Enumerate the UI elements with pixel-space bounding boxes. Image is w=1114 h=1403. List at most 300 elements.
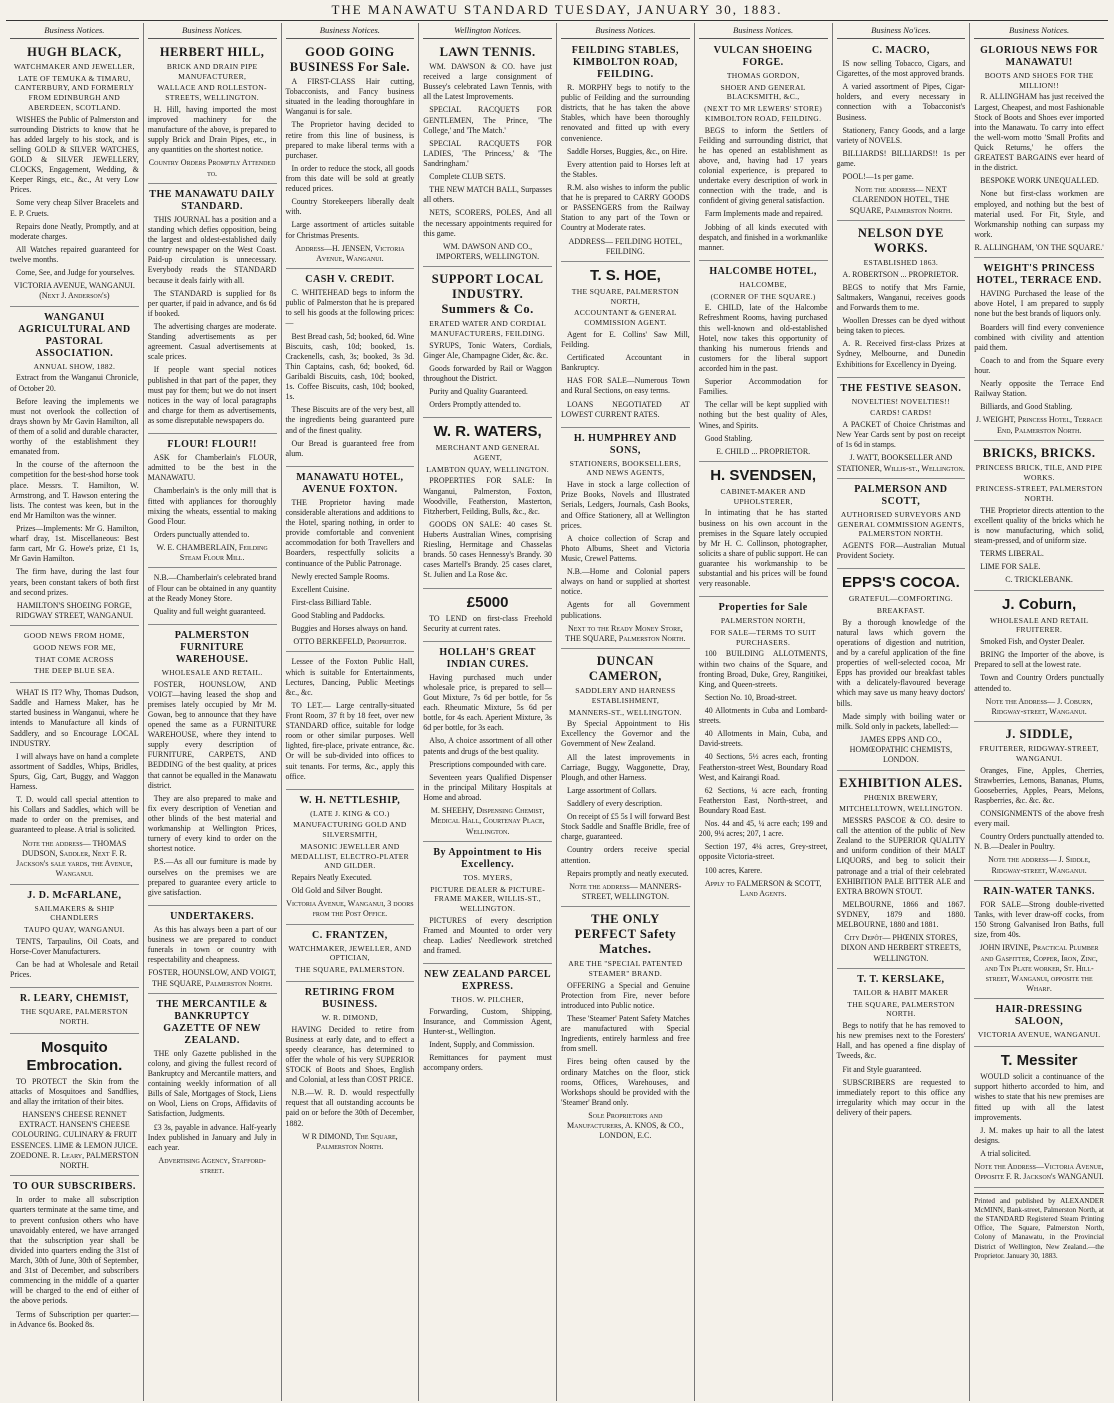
ad-paragraph: BILLIARDS! BILLIARDS!! 1s per game. bbox=[836, 148, 966, 168]
ad-paragraph: T. D. would call special attention to his Collars and Saddles, which will be made to order on the premises, and guaranteed to please. A trial is solicited. bbox=[10, 795, 139, 835]
ad-paragraph: Oranges, Fine, Apples, Cherries, Strawberries, Lemons, Bananas, Plums, Gooseberries, Apples, Pears, Melons, Raspberries, &c. &c. &c. bbox=[974, 765, 1104, 805]
ad-paragraph: GOODS ON SALE: 40 cases St. Huberts Australian Wines, comprising Riesling, Hermitage and Chasselas brands. 50 cases Hennessy's Brandy. 30 cases Martell's Brandy. 25 cases claret, St. Julien and La Rose &c. bbox=[423, 519, 552, 580]
ad-body bbox=[10, 115, 139, 279]
advertisement bbox=[148, 186, 277, 434]
ad-title: VULCAN SHOEING FORGE. bbox=[713, 45, 813, 68]
ad-subline: PICTURE DEALER & PICTURE-FRAME MAKER, WILLIS-ST., WELLINGTON. bbox=[430, 884, 546, 913]
ad-paragraph: In order to reduce the stock, all goods from this date will be sold at greatly reduced prices. bbox=[285, 163, 415, 194]
ad-paragraph: 100 BUILDING ALLOTMENTS, within two chains of the Square, and fronting Broad, Duke, Grey, Rangitikei, King, and Queen-streets. bbox=[698, 649, 828, 689]
ad-paragraph: Good Stabling. bbox=[704, 433, 753, 443]
ad-paragraph: PICTURES of every description Framed and Mounted to order very cheap. Ladies' Needlework stretched and framed. bbox=[423, 915, 552, 955]
ad-paragraph: OFFERING a Special and Genuine Protection from Fire, never before introduced into Public notice. bbox=[561, 980, 690, 1010]
ad-paragraph: R. ALLINGHAM has just received the Largest, Cheapest, and most Fashionable Stock of Boots and Shoes ever imported into the Manawatu. To carry into effect the well-worn motto 'Small Profits and Quick Returns,' he offers the GREATEST BARGAINS ever heard of in the district. bbox=[974, 92, 1104, 173]
ad-signature: Next to the Ready Money Store, THE SQUARE, Palmerston North. bbox=[565, 623, 686, 643]
ad-subline: MANUFACTURING GOLD AND SILVERSMITH, bbox=[293, 820, 407, 840]
ad-title: By Appointment to His Excellency. bbox=[433, 846, 542, 870]
advertisement bbox=[286, 271, 415, 467]
ad-body bbox=[561, 330, 690, 420]
ad-paragraph: Farm Implements made and repaired. bbox=[704, 209, 823, 219]
ad-subline: PALMERSTON NORTH, bbox=[720, 616, 806, 626]
ad-paragraph: All Watches repaired guaranteed for twelve months. bbox=[10, 244, 139, 265]
ad-title: T. Messiter bbox=[1000, 1052, 1078, 1070]
advertisement bbox=[148, 570, 277, 624]
ad-paragraph: Seventeen years Qualified Dispenser in the principal Military Hospitals at Home and abroad. bbox=[423, 772, 552, 802]
column-1 bbox=[6, 23, 144, 1401]
ad-subline: PRINCESS BRICK, TILE, AND PIPE WORKS. bbox=[975, 462, 1103, 482]
ad-paragraph: WM. DAWSON & CO. have just received a large consignment of Bussey's celebrated Lawn Tennis, with all the Latest Improvements. bbox=[423, 62, 552, 102]
ad-title: W. R. WATERS, bbox=[433, 423, 542, 441]
ad-title: PALMERSTON FURNITURE WAREHOUSE. bbox=[174, 629, 250, 665]
ad-paragraph: AGENTS FOR—Australian Mutual Provident Society. bbox=[836, 541, 966, 561]
ad-paragraph: IS now selling Tobacco, Cigars, and Cigarettes, of the most approved brands. bbox=[836, 59, 966, 79]
advertisement bbox=[837, 42, 966, 221]
advertisement bbox=[423, 591, 552, 642]
ad-title: HUGH BLACK, bbox=[27, 45, 122, 59]
ad-body bbox=[837, 816, 966, 930]
ad-body bbox=[286, 657, 415, 781]
ad-title: HERBERT HILL, bbox=[159, 45, 265, 59]
ad-body bbox=[423, 476, 552, 580]
advertisement bbox=[974, 42, 1104, 258]
ad-paragraph: The Proprietor having decided to retire from this line of business, is prepared to make liberal terms with a purchaser. bbox=[285, 120, 415, 160]
ad-paragraph: Certificated Accountant in Bankruptcy. bbox=[561, 353, 690, 373]
ad-paragraph: TO LEND on first-class Freehold Security at current rates. bbox=[423, 613, 552, 633]
advertisement bbox=[286, 927, 415, 982]
ad-body bbox=[10, 937, 139, 980]
ad-paragraph: 40 Sections, 5½ acres each, fronting Featherston-street West, Boundary Road West, and Kairangi Road. bbox=[698, 752, 828, 782]
ad-signature: Note the address— J. Siddle, Ridgway-street, Wanganui. bbox=[988, 855, 1091, 875]
ad-paragraph: Chamberlain's is the only mill that is fitted with appliances for thoroughly mixing the wheats, essential to making Good Flour. bbox=[147, 486, 277, 526]
ad-signature: Note the address— MANNERS-STREET, WELLINGTON. bbox=[569, 881, 682, 901]
advertisement bbox=[10, 887, 139, 989]
ad-subline: THE SQUARE, PALMERSTON NORTH, bbox=[571, 287, 679, 306]
ad-paragraph: SUBSCRIBERS are requested to immediately report to this office any irregularity which may occur in the delivery of their papers. bbox=[836, 1077, 966, 1117]
ad-paragraph: PROPERTIES FOR SALE: In Wanganui, Palmerston, Foxton, Woodville, Featherston, Masterton, Fitzherbert, Feilding, Bulls, &c., &c. bbox=[423, 476, 552, 516]
ad-paragraph: Orders Promptly attended to. bbox=[429, 400, 521, 410]
ad-subline: NOVELTIES! NOVELTIES!! bbox=[851, 396, 950, 406]
ad-paragraph: R.M. also wishes to inform the public that he is prepared to CARRY GOODS or PASSENGERS from the Railway Station to any part of the Town or Country at Moderate rates. bbox=[561, 182, 690, 233]
advertisement bbox=[148, 627, 277, 906]
advertisement bbox=[10, 42, 139, 307]
ad-paragraph: The firm have, during the last four years, been constant takers of both first and second prizes. bbox=[10, 567, 139, 597]
ad-title: MANAWATU HOTEL, AVENUE FOXTON. bbox=[296, 471, 404, 495]
column-4 bbox=[419, 23, 557, 1401]
ad-paragraph: A. R. Received first-class Prizes at Sydney, Melbourne, and Dunedin Exhibitions for Excellency in Dyeing. bbox=[836, 339, 966, 369]
ad-paragraph: Superior Accommodation for Families. bbox=[698, 377, 828, 397]
ad-subline: VICTORIA AVENUE, WANGANUI. bbox=[977, 1030, 1101, 1040]
ad-paragraph: Agent for E. Collins' Saw Mill, Feilding. bbox=[561, 329, 690, 349]
ad-paragraph: Best Bread cash, 5d; booked, 6d. Wine Biscuits, cash, 10d; booked, 1s. Crackenells, cash, 3s; booked, 3s 3d. Thin Captains, cash, 6d; booked, 6d. Garibaldi Biscuits, cash, 10d; booked, 1s. Coffee Biscuits, cash, 10d; booked, 1s. bbox=[285, 331, 415, 402]
ad-subline: THE SQUARE, PALMERSTON NORTH. bbox=[20, 1007, 128, 1026]
ad-paragraph: Billiards, and Good Stabling. bbox=[980, 402, 1073, 412]
advertisement bbox=[837, 380, 966, 479]
ad-body bbox=[10, 373, 139, 597]
ad-paragraph: Good Stabling and Paddocks. bbox=[291, 610, 385, 620]
ad-title: THE ONLY PERFECT Safety Matches. bbox=[574, 912, 677, 957]
ad-paragraph: Some very cheap Silver Bracelets and E. P. Cruets. bbox=[10, 198, 139, 218]
ad-signature: M. SHEEHY, Dispensing Chemist, Medical Hall, Courtenay Place, Wellington. bbox=[430, 806, 545, 836]
ad-paragraph: Complete CLUB SETS. bbox=[429, 172, 506, 182]
advertisement bbox=[974, 724, 1104, 881]
ad-paragraph: Large assortment of articles suitable for Christmas Presents. bbox=[285, 220, 415, 240]
advertisement bbox=[423, 42, 552, 267]
ad-paragraph: None but first-class workmen are employed, and nothing but the best of material used. For Fit, Style, and Workmanship nothing can surpass my work. bbox=[974, 189, 1104, 239]
masthead: THE MANAWATU STANDARD TUESDAY, JANUARY 30, 1883. bbox=[6, 0, 1108, 21]
ad-body bbox=[148, 1049, 277, 1153]
column-header: Business Notices. bbox=[286, 23, 415, 39]
ad-paragraph: These 'Steamer' Patent Safety Matches are manufactured with Special Ingredients, entirely harmless and free from smell. bbox=[561, 1014, 690, 1054]
ad-paragraph: Town and Country Orders punctually attended to. bbox=[974, 673, 1104, 693]
advertisement bbox=[561, 42, 690, 262]
ad-paragraph: THE Proprietor having made considerable alterations and additions to the Hotel, sparing nothing, in order to provide comfortable and convenient accommodation for both Travellers and Boarders, respectfully solicits a continuance of the Public Patronage. bbox=[285, 497, 415, 568]
ad-paragraph: WOULD solicit a continuance of the support hitherto accorded to him, and wishes to state that his new premises are fitted up with all the latest improvements. bbox=[974, 1072, 1104, 1122]
ad-body bbox=[148, 925, 277, 965]
ad-subline: THE SQUARE, PALMERSTON. bbox=[295, 965, 405, 975]
ad-title: GOOD GOING BUSINESS For Sale. bbox=[289, 45, 410, 74]
ad-signature: Note the Address—Victoria Avenue, Opposite F. R. Jackson's WANGANUI. bbox=[974, 1162, 1104, 1182]
ad-paragraph: N.B.—Home and Colonial papers always on hand or supplied at shortest notice. bbox=[561, 567, 690, 597]
ad-signature: J. WATT, BOOKSELLER AND STATIONER, Willis-st., Wellington. bbox=[836, 453, 965, 473]
printer-imprint: Printed and published by ALEXANDER McMINN, Bank-street, Palmerston North, at the STANDARD Registered Steam Printing Office, The Square, Palmerston North, Colony of Manawatu, in the Provincial District of Wellington, New Zealand.—the Proprietor. January 30, 1883. bbox=[974, 1193, 1104, 1262]
ad-body bbox=[974, 766, 1104, 853]
ad-subline: GOOD NEWS FOR ME, bbox=[33, 642, 116, 652]
ad-subline: THOMAS GORDON, bbox=[726, 71, 800, 80]
ad-title: Properties for Sale bbox=[718, 602, 808, 614]
ad-body bbox=[423, 916, 552, 956]
ad-body bbox=[561, 719, 690, 879]
ad-paragraph: Old Gold and Silver Bought. bbox=[291, 886, 383, 896]
ad-subline: LATE OF TEMUKA & TIMARU, CANTERBURY, AND FORMERLY FROM EDINBURGH AND ABERDEEN, SCOTLAND. bbox=[14, 73, 135, 112]
advertisement bbox=[974, 883, 1104, 1000]
ad-paragraph: Prescriptions compounded with care. bbox=[429, 759, 547, 769]
ad-paragraph: SPECIAL RACQUETS FOR GENTLEMEN, The Prince, 'The College,' and 'The Match.' bbox=[423, 105, 552, 135]
ad-paragraph: 40 Allotments in Cuba and Lombard-streets. bbox=[698, 706, 828, 726]
ad-paragraph: J. M. makes up hair to all the latest designs. bbox=[974, 1125, 1104, 1145]
advertisement bbox=[561, 430, 690, 649]
column-8 bbox=[970, 23, 1108, 1401]
ad-title: C. FRANTZEN, bbox=[312, 929, 388, 941]
ad-paragraph: Come, See, and Judge for yourselves. bbox=[16, 268, 135, 278]
ad-body bbox=[837, 618, 966, 732]
ad-subline: WHOLESALE AND RETAIL. bbox=[161, 667, 263, 677]
ad-paragraph: On receipt of £5 5s I will forward Best Stock Saddle and Snaffle Bridle, free of charge, guaranteed. bbox=[561, 812, 690, 842]
advertisement bbox=[699, 263, 828, 462]
column-header: Business Notices. bbox=[974, 23, 1104, 39]
ad-title: J. D. McFARLANE, bbox=[27, 889, 122, 901]
ad-body bbox=[561, 480, 690, 620]
advertisement bbox=[10, 1036, 139, 1177]
ad-paragraph: Remittances for payment must accompany orders. bbox=[423, 1053, 552, 1073]
ad-paragraph: Section 197, 4¼ acres, Grey-street, opposite Victoria-street. bbox=[698, 842, 828, 862]
column-2 bbox=[144, 23, 282, 1401]
ad-title: T. T. KERSLAKE, bbox=[857, 973, 945, 985]
ad-title: R. LEARY, CHEMIST, bbox=[19, 993, 129, 1005]
ad-paragraph: MELBOURNE, 1866 and 1867. SYDNEY, 1879 and 1880. MELBOURNE, 1880 and 1881. bbox=[836, 899, 966, 930]
ad-paragraph: As this has always been a part of our business we are prepared to conduct funerals in town or country with respectability and cheapness. bbox=[147, 924, 277, 965]
ad-paragraph: Agents for all Government publications. bbox=[561, 600, 690, 620]
ad-paragraph: Every attention paid to Horses left at the Stables. bbox=[561, 159, 690, 179]
ad-paragraph: POOL!—1s per game. bbox=[842, 172, 914, 182]
ad-paragraph: Orders punctually attended to. bbox=[153, 529, 250, 539]
ad-title: £5000 bbox=[466, 593, 509, 611]
ad-paragraph: They are also prepared to make and fix every description of Venetian and other blinds of the best material and workmanship at Wellington Prices, turnery of every kind to order on the shortest notice. bbox=[147, 793, 277, 854]
ad-paragraph: A. ROBERTSON ... PROPRIETOR. bbox=[842, 269, 959, 279]
ad-subline: AUTHORISED SURVEYORS AND GENERAL COMMISSION AGENTS, PALMERSTON NORTH. bbox=[837, 509, 965, 539]
ad-signature: E. CHILD ... PROPRIETOR. bbox=[716, 446, 811, 456]
ad-paragraph: Before leaving the implements we must not overlook the collection of drays shown by Mr Gavin Hamilton, all of them of a solid and durable character, worthy of the establishment they emanated from. bbox=[10, 396, 139, 457]
ad-body bbox=[837, 541, 966, 561]
ad-paragraph: TENTS, Tarpaulins, Oil Coats, and Horse-Cover Manufacturers. bbox=[10, 936, 139, 956]
ad-paragraph: BEGS to inform the Settlers of Feilding and surrounding district, that he has opened an establishment as above, and, having had 17 years colonial experience, is prepared to undertake every description of work in connection with the trade, and is confident of giving general satisfaction. bbox=[698, 125, 828, 206]
ad-title: H. SVENDSEN, bbox=[710, 467, 817, 484]
column-7 bbox=[833, 23, 971, 1401]
ad-body bbox=[148, 573, 277, 616]
ad-body bbox=[974, 92, 1104, 240]
ad-paragraph: E. CHILD, late of the Halcombe Refreshment Rooms, having purchased this well-known and old-established Hotel, now takes this opportunity of thanking his numerous friends and customers for the liberal support accorded him in the past. bbox=[698, 303, 828, 373]
ad-signature: J. WEIGHT, Princess Hotel, Terrace End, Palmerston North. bbox=[975, 415, 1103, 435]
ad-paragraph: N.B.—W. R. D. would respectfully request that all outstanding accounts be paid on or before the 30th of December, 1882. bbox=[285, 1088, 415, 1128]
ad-signature: C. TRICKLEBANK. bbox=[1005, 575, 1073, 585]
advertisement bbox=[423, 844, 552, 964]
ad-title: NEW ZEALAND PARCEL EXPRESS. bbox=[424, 969, 552, 993]
ad-paragraph: 62 Sections, ¼ acre each, fronting Featherston East, North-street, and Boundary Road East. bbox=[698, 785, 828, 815]
ad-paragraph: These Biscuits are of the very best, all the ingredients being guaranteed pure and of the finest quality. bbox=[285, 405, 415, 435]
ad-subline: TOS. MYERS, bbox=[462, 872, 513, 882]
ad-title: J. Coburn, bbox=[1002, 595, 1077, 613]
ad-signature: JAMES EPPS AND CO., HOMŒOPATHIC CHEMISTS, LONDON. bbox=[849, 734, 953, 765]
advertisement bbox=[286, 469, 415, 653]
advertisement bbox=[837, 481, 966, 569]
ad-signature: Victoria Avenue, Wanganui, 3 doors from the Post Office. bbox=[286, 899, 414, 919]
ad-signature: City Depôt— PHŒNIX STORES, DIXON AND HERBERT STREETS, WELLINGTON. bbox=[840, 933, 961, 963]
ad-subline: ARE THE "SPECIAL PATENTED STEAMER" BRAND. bbox=[568, 959, 683, 978]
ad-title: FEILDING STABLES, KIMBOLTON ROAD, FEILDING. bbox=[571, 45, 679, 80]
ad-body bbox=[837, 420, 966, 450]
ad-subline: SHOER AND GENERAL BLACKSMITH, &C., bbox=[720, 82, 806, 102]
column-header: Wellington Notices. bbox=[423, 23, 552, 39]
ad-paragraph: LIME FOR SALE. bbox=[980, 562, 1041, 572]
ad-subline: BREAKFAST. bbox=[876, 605, 925, 615]
ad-paragraph: TERMS LIBERAL. bbox=[980, 549, 1044, 559]
ad-title: H. HUMPHREY AND SONS, bbox=[573, 432, 677, 456]
ad-title: C. MACRO, bbox=[871, 45, 930, 56]
ad-title: BRICKS, BRICKS. bbox=[982, 445, 1096, 460]
advertisement bbox=[699, 599, 828, 903]
ad-paragraph: Begs to notify that he has removed to his new premises next to the Foresters' Hall, and has opened a fine display of Tweeds, &c. bbox=[836, 1021, 966, 1061]
ad-subline: PHŒNIX BREWERY, bbox=[863, 792, 938, 802]
ad-paragraph: LOANS NEGOTIATED AT LOWEST CURRENT RATES. bbox=[561, 399, 690, 419]
column-header: Business Notices. bbox=[10, 23, 139, 39]
ad-paragraph: Can be had at Wholesale and Retail Prices. bbox=[10, 959, 139, 980]
ad-subline: FOR SALE—TERMS TO SUIT PURCHASERS. bbox=[710, 628, 816, 647]
ad-title: WANGANUI AGRICULTURAL AND PASTORAL ASSOCIATION. bbox=[18, 311, 131, 359]
ad-title: FLOUR! FLOUR!! bbox=[167, 439, 257, 451]
ad-body bbox=[286, 288, 415, 459]
ad-signature: Apply to FALMERSON & SCOTT, Land Agents. bbox=[704, 878, 822, 898]
advertisement bbox=[423, 269, 552, 418]
ad-paragraph: A varied assortment of Pipes, Cigar-holders, and every necessary in connection with a Tobacconist's Business. bbox=[836, 82, 966, 122]
ad-paragraph: WHAT IS IT? Why, Thomas Dudson, Saddle and Harness Maker, has he started business in Wanganui, where he intends to Manufacture all kinds of Saddlery, and so Encourage LOCAL INDUSTRY. bbox=[10, 688, 139, 748]
ad-paragraph: Section No. 10, Broad-street. bbox=[704, 692, 797, 702]
ad-body bbox=[423, 614, 552, 634]
column-header: Business No'ices. bbox=[837, 23, 966, 39]
ad-signature: OTTO BERKEFELD, Proprietor. bbox=[293, 637, 407, 647]
ad-paragraph: 100 acres, Karere. bbox=[704, 865, 763, 875]
ad-paragraph: Stationery, Fancy Goods, and a large variety of NOVELS. bbox=[836, 125, 966, 145]
ad-title: TO OUR SUBSCRIBERS. bbox=[12, 1181, 136, 1193]
ad-signature: Note the address— NEXT CLARENDON HOTEL, THE SQUARE, Palmerston North. bbox=[849, 185, 953, 215]
ad-title: LAWN TENNIS. bbox=[439, 45, 536, 59]
ad-paragraph: By a thorough knowledge of the natural laws which govern the operations of digestion and nutrition, and by a careful application of the fine properties of well-selected cocoa, Mr Epps has provided our breakfast tables with a delicately-flavoured beverage which may save us many heavy doctors' bills. bbox=[836, 617, 966, 708]
advertisement bbox=[148, 908, 277, 994]
ad-paragraph: If people want special notices published in that part of the paper, they must pay for them; but we do not insert notices in the way of local paragraphs and charge for them as advertisements, as some disreputable newspapers do. bbox=[147, 365, 277, 425]
ad-paragraph: P.S.—As all our furniture is made by ourselves on the premises we are prepared to guarantee every article to give satisfaction. bbox=[147, 857, 277, 897]
ad-subline: SAILMAKERS & SHIP CHANDLERS bbox=[34, 903, 115, 923]
ad-paragraph: First-class Billiard Table. bbox=[291, 597, 372, 607]
ad-body bbox=[148, 215, 277, 426]
advertisement bbox=[10, 628, 139, 683]
ad-subline: (CORNER OF THE SQUARE.) bbox=[710, 291, 816, 301]
ad-subline: TAUPO QUAY, WANGANUI. bbox=[24, 924, 125, 934]
ad-subline: SADDLERY AND HARNESS ESTABLISHMENT, bbox=[575, 686, 676, 705]
ad-paragraph: £3 3s, payable in advance. Half-yearly Index published in January and July in each year. bbox=[147, 1122, 277, 1152]
ad-paragraph: Extract from the Wanganui Chronicle, of October 20. bbox=[10, 373, 139, 393]
ad-title: THE MERCANTILE & BANKRUPTCY GAZETTE OF NEW ZEALAND. bbox=[156, 998, 268, 1046]
ad-paragraph: Repairs done Neatly, Promptly, and at moderate charges. bbox=[10, 221, 139, 241]
ad-signature: Country Orders Promptly Attended to. bbox=[148, 158, 276, 178]
advertisement bbox=[423, 966, 552, 1080]
ad-paragraph: Forwarding, Custom, Shipping, Insurance, and Commission Agent, Hunter-st., Wellington. bbox=[423, 1006, 552, 1037]
ad-body bbox=[423, 673, 552, 803]
ad-body bbox=[699, 303, 828, 443]
ad-title: SUPPORT LOCAL INDUSTRY. Summers & Co. bbox=[431, 272, 544, 317]
ad-paragraph: In intimating that he has started business on his own account in the premises in the Square lately occupied by Mr H. C. Collinson, photographer, solicits a share of public support. He can guarantee his workmanship to be substantial and his prices will be found very reasonable. bbox=[698, 508, 828, 589]
ad-title: HAIR-DRESSING SALOON, bbox=[995, 1004, 1083, 1028]
ad-paragraph: Fires being often caused by the ordinary Matches on the floor, stick rooms, Offices, Warehouses, and Workshops should be provided with the 'Steamer' Brand only. bbox=[561, 1057, 690, 1107]
advertisement bbox=[974, 1049, 1104, 1187]
advertisement bbox=[837, 773, 966, 969]
ad-signature: JOHN IRVINE, Practical Plumber and Gasfitter, Copper, Iron, Zinc, and Tin Plate worker, St. Hill-street, Wanganui, opposite the Wharf. bbox=[979, 943, 1099, 994]
column-header: Business Notices. bbox=[699, 23, 828, 39]
ad-paragraph: Large assortment of Collars. bbox=[567, 785, 657, 795]
ad-paragraph: TO LET.— Large centrally-situated Front Room, 37 ft by 18 feet, over new STANDARD office, suitable for lodge room or other similar purposes. Well lighted, fire-place, private entrance, &c. Or will be sub-divided into offices to suit tenants. For terms, &c., apply this office. bbox=[285, 700, 415, 781]
ad-paragraph: Smoked Fish, and Oyster Dealer. bbox=[980, 637, 1085, 647]
ad-paragraph: Saddle Horses, Buggies, &c., on Hire. bbox=[567, 146, 688, 156]
ad-paragraph: THE Proprietor directs attention to the excellent quality of the bricks which he is now manufacturing, which solid, steam-pressed, and of uniform size. bbox=[974, 505, 1104, 546]
ad-body bbox=[286, 1025, 415, 1129]
column-6 bbox=[695, 23, 833, 1401]
ad-signature: Address—H. JENSEN, Victoria Avenue, Wanganui. bbox=[295, 243, 405, 263]
ad-subline: TAILOR & HABIT MAKER bbox=[853, 987, 949, 997]
ad-paragraph: Our Bread is guaranteed free from alum. bbox=[285, 438, 415, 458]
ad-paragraph: N.B.—Chamberlain's celebrated brand of Flour can be obtained in any quantity at the Ready Money Store. bbox=[147, 573, 277, 603]
ad-paragraph: ASK for Chamberlain's FLOUR, admitted to be the best in the MANAWATU. bbox=[147, 453, 277, 483]
ad-paragraph: Woollen Dresses can be dyed without being taken to pieces. bbox=[836, 316, 966, 336]
ad-subline: GRATEFUL—COMFORTING. bbox=[848, 594, 953, 604]
ad-subline: W. R. DIMOND, bbox=[321, 1012, 378, 1022]
column-5 bbox=[557, 23, 695, 1401]
ad-paragraph: Lessee of the Foxton Public Hall, which is suitable for Entertainments, Lectures, Dancing, Public Meetings &c., &c. bbox=[285, 657, 415, 697]
ad-paragraph: Made simply with boiling water or milk. Sold only in packets, labelled:— bbox=[836, 711, 966, 731]
advertisement bbox=[974, 1001, 1104, 1047]
ad-signature: Advertising Agency, Stafford-street. bbox=[158, 1155, 266, 1176]
ad-paragraph: THE only Gazette published in the colony, and giving the fullest record of Bankruptcy and Mercantile matters, and containing weekly information of all Bills of Sale, Mortgages of Stock, Liens on Wool, Liens on Crops, Affidavits of Satisfaction, Judgments. bbox=[147, 1048, 277, 1119]
advertisement bbox=[974, 443, 1104, 591]
ad-paragraph: The cellar will be kept supplied with nothing but the best quality of Ales, Wines, and Spirits. bbox=[698, 400, 828, 430]
ad-paragraph: NETS, SCORERS, POLES, And all the necessary appointments required for this game. bbox=[423, 208, 552, 238]
ad-paragraph: Repairs Neatly Executed. bbox=[291, 873, 372, 883]
ad-title: THE FESTIVE SEASON. bbox=[840, 382, 962, 394]
ad-paragraph: Country Orders punctually attended to. N. B.—Dealer in Poultry. bbox=[974, 832, 1104, 852]
advertisement bbox=[148, 42, 277, 184]
advertisement bbox=[10, 309, 139, 626]
ad-subline: ACCOUNTANT & GENERAL COMMISSION AGENT. bbox=[574, 308, 677, 328]
ad-title: EPPS'S COCOA. bbox=[841, 574, 960, 592]
ad-body bbox=[10, 1195, 139, 1329]
ad-title: CASH V. CREDIT. bbox=[305, 274, 395, 286]
ad-subline: (LATE J. KING & CO.) bbox=[310, 808, 390, 818]
ad-paragraph: Terms of Subscription per quarter:— in Advance 6s. Booked 8s. bbox=[10, 1309, 139, 1329]
ad-paragraph: THE NEW MATCH BALL, Surpasses all others. bbox=[423, 185, 552, 205]
ad-signature: W R DIMOND, The Square, Palmerston North. bbox=[302, 1131, 398, 1151]
ad-signature: FOSTER, HOUNSLOW, AND VOIGT, THE SQUARE, Palmerston North. bbox=[148, 968, 277, 988]
ad-signature: VICTORIA AVENUE, WANGANUI. (Next J. Anderson's) bbox=[13, 281, 135, 301]
ad-paragraph: WISHES the Public of Palmerston and surrounding Districts to know that he has added largely to his stock, and is selling GOLD & SILVER WATCHES, GOLD & SILVER JEWELLERY, CLOCKS, Engagement, Wedding, & Keeper Rings, etc., &c., At very Low Prices. bbox=[10, 114, 139, 195]
ad-paragraph: All the latest improvements in Carriage, Buggy, Waggonette, Dray, Plough, and other Harness. bbox=[561, 752, 690, 782]
advertisement bbox=[974, 260, 1104, 441]
ad-body bbox=[974, 900, 1104, 940]
ad-title: UNDERTAKERS. bbox=[170, 910, 255, 922]
advertisement bbox=[837, 223, 966, 378]
advertisement bbox=[837, 971, 966, 1125]
ad-subline: MERCHANT AND GENERAL AGENT, bbox=[435, 443, 540, 463]
advertisement bbox=[148, 996, 277, 1181]
ad-signature: HAMILTON'S SHOEING FORGE, RIDGWAY STREET, WANGANUI. bbox=[15, 600, 134, 620]
ad-body bbox=[148, 105, 277, 156]
advertisement bbox=[699, 42, 828, 261]
advertisement bbox=[561, 264, 690, 428]
ad-body bbox=[974, 289, 1104, 412]
ad-subline: MITCHELLTOWN, WELLINGTON. bbox=[839, 804, 963, 814]
ad-body bbox=[974, 1072, 1104, 1159]
ad-subline: CABINET-MAKER AND UPHOLSTERER, bbox=[720, 487, 806, 506]
ad-paragraph: Buggies and Horses always on hand. bbox=[291, 624, 408, 634]
ad-paragraph: 40 Allotments in Main, Cuba, and David-streets. bbox=[698, 729, 828, 749]
ad-subline: THE DEEP BLUE SEA. bbox=[34, 666, 115, 676]
ad-paragraph: The STANDARD is supplied for 8s per quarter, if paid in advance, and 6s 6d if booked. bbox=[147, 288, 277, 318]
ad-paragraph: Nos. 44 and 45, ¼ acre each; 199 and 200, 9¼ acres; 207, 1 acre. bbox=[698, 819, 828, 839]
ad-subline: BRICK AND DRAIN PIPE MANUFACTURER, bbox=[166, 62, 258, 81]
ad-paragraph: Newly erected Sample Rooms. bbox=[291, 571, 390, 581]
ad-paragraph: Have in stock a large collection of Prize Books, Novels and Illustrated Serials, Ledgers, Journals, Cash Books, and Office Stationery, all at Wellington prices. bbox=[561, 480, 690, 530]
ad-title: HALCOMBE HOTEL, bbox=[709, 265, 817, 277]
ad-paragraph: C. WHITEHEAD begs to inform the public of Palmerston that he is prepared to sell his goods at the following prices:— bbox=[285, 288, 415, 328]
ad-paragraph: Repairs promptly and neatly executed. bbox=[567, 868, 689, 878]
ad-paragraph: By Special Appointment to His Excellency the Governor and the Government of New Zealand. bbox=[561, 719, 690, 749]
ad-paragraph: HAS FOR SALE—Numerous Town and Rural Sections, on easy terms. bbox=[561, 376, 690, 396]
ad-title: WEIGHT'S PRINCESS HOTEL, TERRACE END. bbox=[976, 263, 1102, 287]
ad-subline: HALCOMBE, bbox=[739, 279, 787, 289]
ad-body bbox=[10, 1077, 139, 1107]
ad-body bbox=[286, 873, 415, 896]
ad-subline: WALLACE AND ROLLESTON-STREETS, WELLINGTON. bbox=[157, 83, 267, 103]
ad-paragraph: CONSIGNMENTS of the above fresh every mail. bbox=[974, 808, 1104, 829]
advertisement bbox=[423, 420, 552, 588]
ad-subline: WHOLESALE AND RETAIL FRUITERER. bbox=[989, 615, 1089, 635]
ad-body bbox=[561, 981, 690, 1108]
advertisement bbox=[10, 1178, 139, 1336]
ad-paragraph: I will always have on hand a complete assortment of Saddles, Whips, Bridles, Spurs, Gig, Cart, Buggy, and Waggon Harness. bbox=[10, 751, 139, 792]
